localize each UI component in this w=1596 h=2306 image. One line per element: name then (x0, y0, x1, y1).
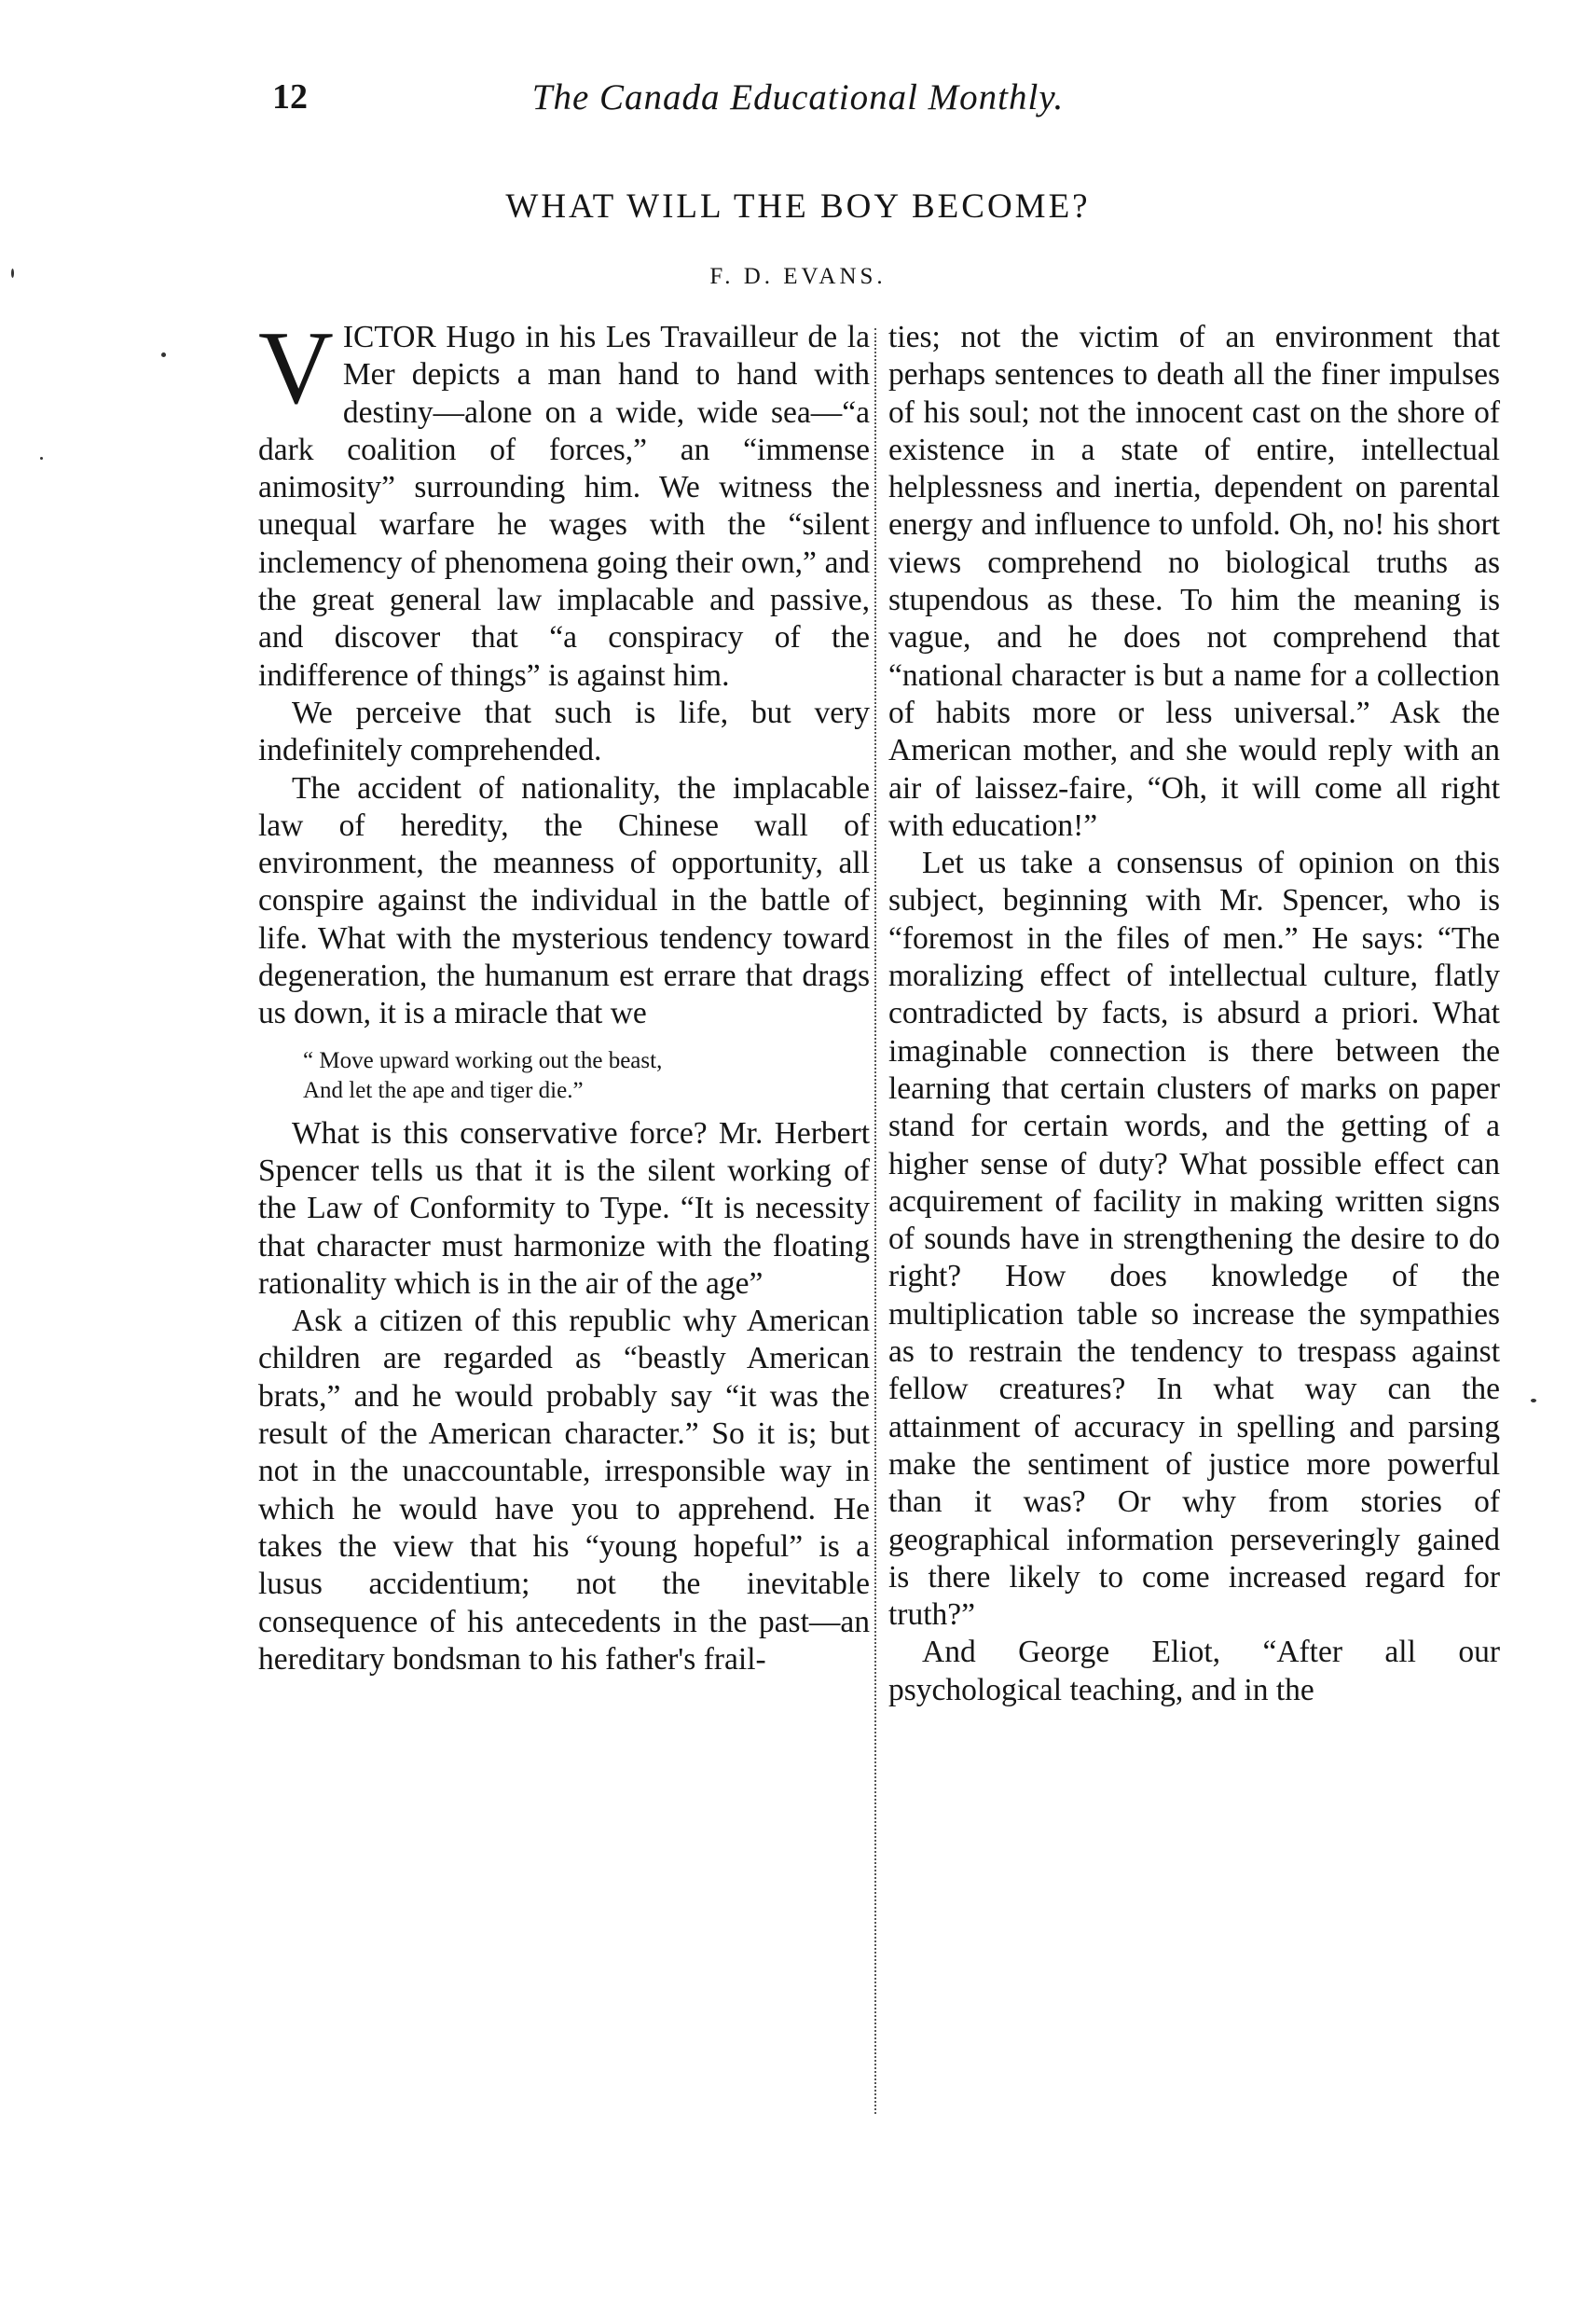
drop-cap: V (258, 311, 334, 426)
paragraph: What is this conservative force? Mr. Herbert Spencer tells us that it is the silent working of the Law of Conformity to Type. “It is necessity that character must harmonize with the floating rationality which is in the air of the age” (258, 1115, 870, 1301)
paragraph: ties; not the victim of an environment that perhaps sentences to death all the finer impulses of his soul; not the innocent cast on the shore of existence in a state of entire, intellectual helplessness and inertia, dependent on parental energy and influence to unfold. Oh, no! his short views comprehend no biological truths as stupendous as these. To him the meaning is vague, and he does not comprehend that “national character is but a name for a collection of habits more or less universal.” Ask the American mother, and she would reply with an air of laissez-faire, “Oh, it will come all right with education!” (888, 320, 1500, 843)
scan-speck (161, 352, 166, 357)
left-column (258, 311, 870, 1678)
article-author: F. D. EVANS. (709, 264, 887, 289)
paragraph: The accident of nationality, the implacable law of heredity, the Chinese wall of environment, the meanness of opportunity, all conspire against the individual in the battle of life. What with the mysterious tendency toward degeneration, the humanum est errare that drags us down, it is a miracle that we (258, 770, 870, 1031)
paragraph: And George Eliot, “After all our psychological teaching, and in the (888, 1635, 1500, 1707)
scan-speck (1531, 1399, 1536, 1402)
article-title: WHAT WILL THE BOY BECOME? (505, 187, 1091, 226)
quote-line: “ Move upward working out the beast, (303, 1047, 663, 1073)
column-divider (874, 328, 876, 2114)
page-header (0, 76, 1596, 132)
paragraph: Let us take a consensus of opinion on this subject, beginning with Mr. Spencer, who is “foremost in the files of men.” He says: “The moralizing effect of intellectual culture, flatly contradicted by facts, is absurd a priori. What imaginable connection is there between the learning that certain clusters of marks on paper stand for certain words, and the getting of a higher sense of duty? What possible effect can acquirement of facility in making written signs of sounds have in strengthening the desire to do right? How does knowledge of the multiplication table so increase the sympathies as to restrain the tendency to trespass against fellow creatures? In what way can the attainment of accuracy in spelling and parsing make the sentiment of justice more powerful than it was? Or why from stories of geographical information perseveringly gained is there likely to come increased regard for truth?” (888, 846, 1500, 1633)
paragraph: We perceive that such is life, but very indefinitely comprehended. (258, 695, 870, 768)
scan-speck (40, 457, 43, 460)
verse-quote (303, 1046, 870, 1106)
right-column (888, 319, 1500, 1709)
scan-speck (11, 269, 14, 278)
quote-line: And let the ape and tiger die.” (303, 1077, 584, 1103)
paragraph: Ask a citizen of this republic why American children are regarded as “beastly American brats,” and he would probably say “it was the result of the American character.” So it is; but not in the unaccountable, irresponsible way in which he would have you to apprehend. He takes the view that his “young hopeful” is a lusus accidentium; not the inevitable consequence of his antecedents in the past—an hereditary bondsman to his father's frail- (258, 1304, 870, 1677)
paragraph-text: ICTOR Hugo in his Les Travailleur de la Mer depicts a man hand to hand with destiny—alone on a wide, wide sea—“a dark coalition of forces,” an “immense animosity” surrounding him. We witness the unequal warfare he wages with the “silent inclemency of phenomena going their own,” and the great general law implacable and passive, and discover that “a conspiracy of the indifference of things” is against him. (258, 320, 870, 693)
running-title: The Canada Educational Monthly. (531, 77, 1065, 117)
paragraph (258, 311, 870, 695)
page-number: 12 (272, 77, 308, 117)
